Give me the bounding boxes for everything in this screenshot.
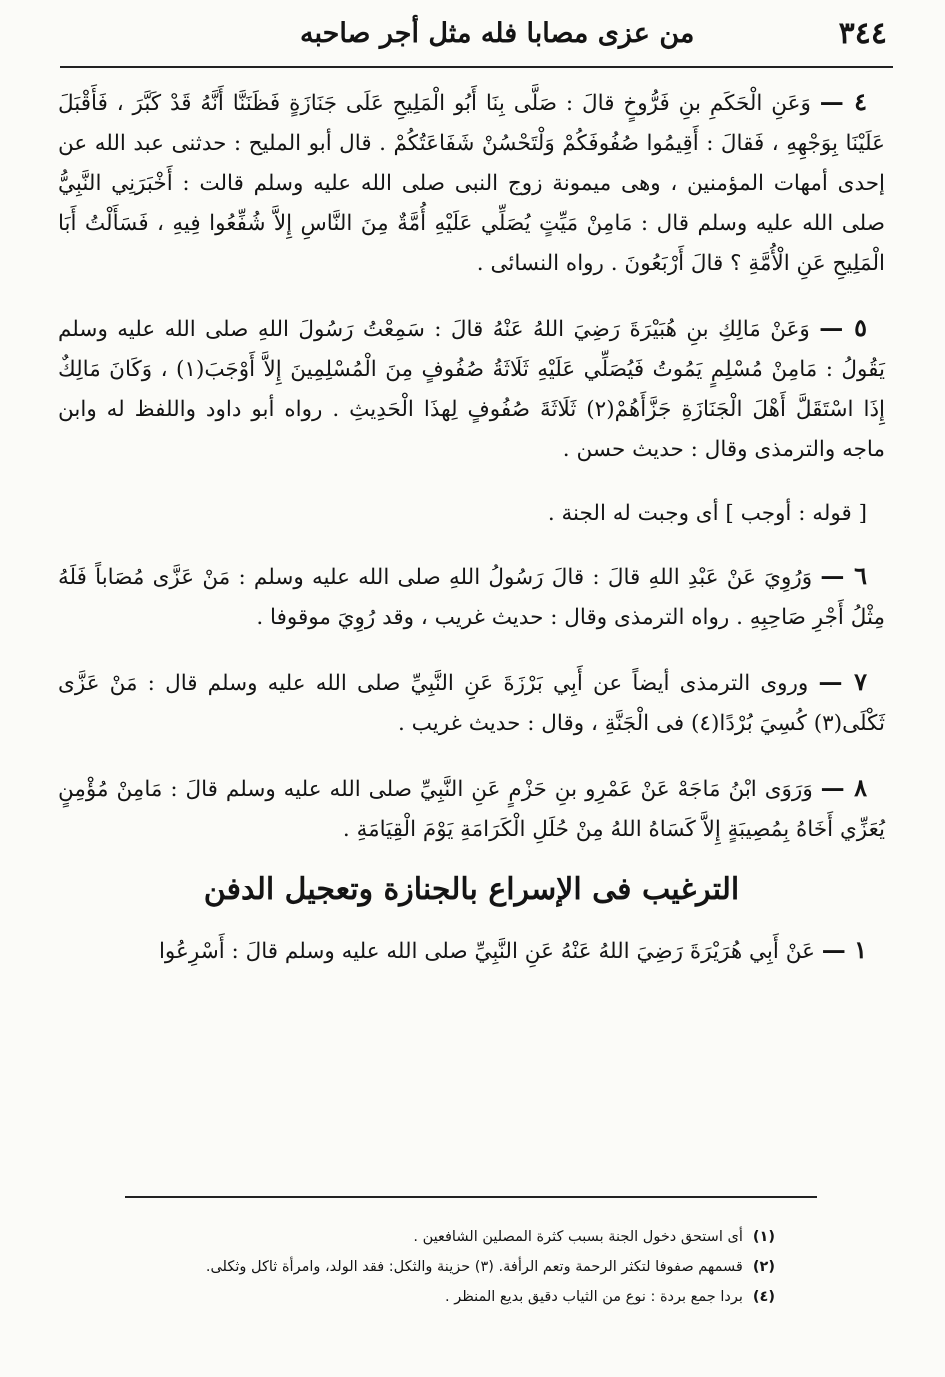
hadith-number: ٥ —: [819, 313, 867, 342]
hadith-paragraph-8: [58, 768, 885, 850]
section-title: الترغيب فى الإسراع بالجنازة وتعجيل الدفن: [203, 872, 740, 907]
hadith-text: عَنْ أَبِي هُرَيْرَةَ رَضِيَ اللهُ عَنْهُ عَنِ النَّبِيِّ صلى الله عليه وسلم قالَ : أَسْرِعُوا: [158, 939, 815, 964]
footnote-number: (٤): [752, 1289, 775, 1305]
footnote-4: [52, 1282, 775, 1312]
hadith-number: ٤ —: [819, 87, 867, 116]
section-hadith-paragraph-1: [58, 930, 885, 972]
hadith-number: ٦ —: [820, 561, 867, 590]
hadith-number: ٧ —: [818, 667, 868, 696]
footnote-text: بردا جمع بردة : نوع من الثياب دقيق بديع المنظر .: [444, 1289, 743, 1305]
page-header: [60, 6, 887, 60]
footnote-rule: [125, 1196, 817, 1198]
footnotes: [52, 1222, 775, 1312]
gloss-note: [ قوله : أوجب ] أى وجبت له الجنة .: [547, 501, 867, 526]
hadith-paragraph-4: [58, 82, 885, 284]
hadith-number: ١ —: [821, 935, 867, 964]
page-body: [58, 82, 885, 996]
running-title: من عزى مصابا فله مثل أجر صاحبه: [300, 17, 695, 49]
header-rule: [60, 66, 893, 68]
footnote-text: أى استحق دخول الجنة بسبب كثرة المصلين الشافعين .: [413, 1229, 743, 1245]
footnote-1: [52, 1222, 775, 1252]
footnote-text: قسمهم صفوفا لتكثر الرحمة وتعم الرأفة. (٣) حزينة والثكل: فقد الولد، وامرأة ثاكل وثكلى.: [205, 1259, 743, 1275]
hadith-text: وَرُوِيَ عَنْ عَبْدِ اللهِ قالَ : قالَ رَسُولُ اللهِ صلى الله عليه وسلم : مَنْ عَزَّى مُصَاباً فَلَهُ مِثْلُ أَجْرِ صَاحِبِهِ . رواه الترمذى وقال : حديث غريب ، وقد رُوِيَ موقوفا .: [58, 565, 885, 630]
footnote-number: (٢): [752, 1259, 775, 1275]
hadith-paragraph-6: [58, 556, 885, 638]
hadith-text: وَرَوَى ابْنُ مَاجَهْ عَنْ عَمْرِو بنِ حَزْمٍ عَنِ النَّبِيِّ صلى الله عليه وسلم قالَ : مَامِنْ مُؤْمِنٍ يُعَزِّي أَخَاهُ بِمُصِيبَةٍ إِلاَّ كَسَاهُ اللهُ مِنْ حُلَلِ الْكَرَامَةِ يَوْمَ الْقِيَامَةِ .: [58, 777, 885, 842]
footnote-2: [52, 1252, 775, 1282]
hadith-paragraph-7: [58, 662, 885, 744]
page-number: ٣٤٤: [838, 15, 887, 51]
hadith-text: وَعَنْ مَالِكِ بنِ هُبَيْرَةَ رَضِيَ اللهُ عَنْهُ قالَ : سَمِعْتُ رَسُولَ اللهِ صلى الله عليه وسلم يَقُولُ : مَامِنْ مُسْلِمٍ يَمُوتُ فَيُصَلِّي عَلَيْهِ ثَلَاثَةُ صُفُوفٍ مِنَ الْمُسْلِمِينَ إِلاَّ أَوْجَبَ(١) ، وَكَانَ مَالِكٌ إِذَا اسْتَقَلَّ أَهْلَ الْجَنَازَةِ جَزَّأَهُمْ(٢) ثَلَاثَةَ صُفُوفٍ لِهذَا الْحَدِيثِ . رواه أبو داود واللفظ له وابن ماجه والترمذى وقال : حديث حسن .: [58, 317, 886, 462]
footnote-number: (١): [752, 1229, 775, 1245]
hadith-paragraph-5: [58, 308, 885, 470]
hadith-text: وَعَنِ الْحَكَمِ بنِ فَرُّوخٍ قالَ : صَلَّى بِنَا أَبُو الْمَلِيحِ عَلَى جَنَازَةٍ فَظَنَنَّا أَنَّهُ قَدْ كَبَّرَ ، فَأَقْبَلَ عَلَيْنَا بِوَجْهِهِ ، فَقالَ : أَقِيمُوا صُفُوفَكُمْ وَلْتَحْسُنْ شَفَاعَتُكُمْ . قال أبو المليح : حدثنى عبد الله عن إحدى أمهات المؤمنين ، وهى ميمونة زوج النبى صلى الله عليه وسلم قالت : أَخْبَرَنِي النَّبِيُّ صلى الله عليه وسلم قال : مَامِنْ مَيِّتٍ يُصَلِّي عَلَيْهِ أُمَّةٌ مِنَ النَّاسِ إِلاَّ شُفِّعُوا فِيهِ ، فَسَأَلْتُ أَبَا الْمَلِيحِ عَنِ الْأُمَّةِ ؟ قالَ أَرْبَعُونَ . رواه النسائى .: [58, 91, 885, 276]
hadith-number: ٨ —: [820, 773, 867, 802]
hadith-text: وروى الترمذى أيضاً عن أَبِي بَرْزَةَ عَنِ النَّبِيِّ صلى الله عليه وسلم قال : مَنْ عَزَّى ثَكْلَى(٣) كُسِيَ بُرْدًا(٤) فى الْجَنَّةِ ، وقال : حديث غريب .: [58, 671, 885, 736]
